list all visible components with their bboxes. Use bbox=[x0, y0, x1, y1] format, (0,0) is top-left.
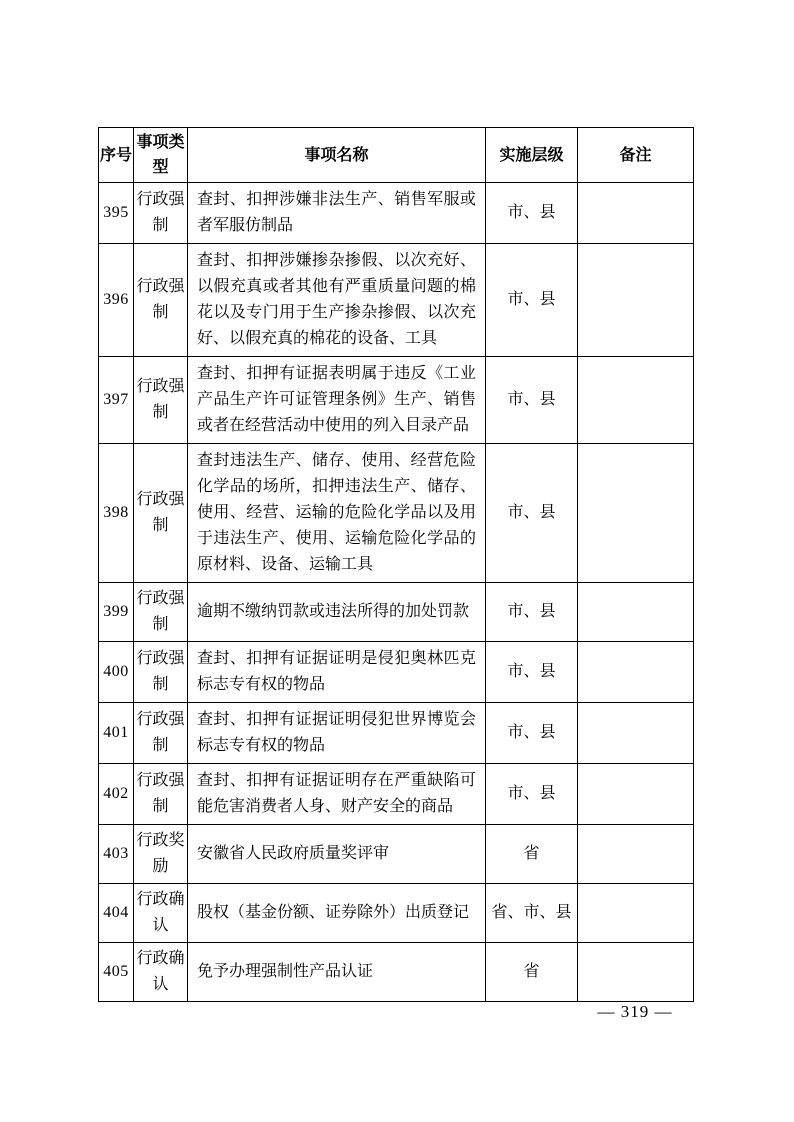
items-table bbox=[98, 127, 694, 1002]
cell-remark bbox=[578, 444, 694, 583]
cell-serial-number: 398 bbox=[99, 444, 134, 583]
cell-item-type: 行政奖励 bbox=[134, 825, 188, 884]
cell-implementation-level: 省 bbox=[486, 943, 578, 1002]
cell-remark bbox=[578, 943, 694, 1002]
cell-remark bbox=[578, 825, 694, 884]
cell-item-type: 行政确认 bbox=[134, 884, 188, 943]
cell-item-name: 查封、扣押有证据表明属于违反《工业产品生产许可证管理条例》生产、销售或者在经营活动中使用的列入目录产品 bbox=[188, 357, 486, 444]
cell-implementation-level: 市、县 bbox=[486, 642, 578, 703]
header-item-type: 事项类型 bbox=[134, 128, 188, 183]
header-item-name: 事项名称 bbox=[188, 128, 486, 183]
table-row bbox=[99, 642, 694, 703]
cell-item-name: 查封、扣押有证据证明侵犯世界博览会标志专有权的物品 bbox=[188, 703, 486, 764]
header-implementation-level: 实施层级 bbox=[486, 128, 578, 183]
cell-item-type: 行政强制 bbox=[134, 764, 188, 825]
cell-item-type: 行政强制 bbox=[134, 583, 188, 642]
cell-item-name: 安徽省人民政府质量奖评审 bbox=[188, 825, 486, 884]
cell-serial-number: 403 bbox=[99, 825, 134, 884]
table-row bbox=[99, 764, 694, 825]
cell-implementation-level: 市、县 bbox=[486, 183, 578, 244]
cell-item-name: 查封、扣押有证据证明是侵犯奥林匹克标志专有权的物品 bbox=[188, 642, 486, 703]
cell-item-type: 行政确认 bbox=[134, 943, 188, 1002]
cell-remark bbox=[578, 357, 694, 444]
cell-serial-number: 405 bbox=[99, 943, 134, 1002]
header-remark: 备注 bbox=[578, 128, 694, 183]
cell-serial-number: 395 bbox=[99, 183, 134, 244]
cell-serial-number: 402 bbox=[99, 764, 134, 825]
cell-remark bbox=[578, 583, 694, 642]
cell-item-name: 免予办理强制性产品认证 bbox=[188, 943, 486, 1002]
cell-item-name: 查封、扣押涉嫌非法生产、销售军服或者军服仿制品 bbox=[188, 183, 486, 244]
cell-remark bbox=[578, 183, 694, 244]
cell-item-type: 行政强制 bbox=[134, 183, 188, 244]
cell-item-type: 行政强制 bbox=[134, 444, 188, 583]
cell-implementation-level: 市、县 bbox=[486, 703, 578, 764]
cell-serial-number: 397 bbox=[99, 357, 134, 444]
cell-item-name: 查封、扣押涉嫌掺杂掺假、以次充好、以假充真或者其他有严重质量问题的棉花以及专门用于生产掺杂掺假、以次充好、以假充真的棉花的设备、工具 bbox=[188, 244, 486, 357]
cell-serial-number: 396 bbox=[99, 244, 134, 357]
cell-serial-number: 400 bbox=[99, 642, 134, 703]
header-serial-number: 序号 bbox=[99, 128, 134, 183]
cell-serial-number: 399 bbox=[99, 583, 134, 642]
cell-implementation-level: 市、县 bbox=[486, 444, 578, 583]
cell-remark bbox=[578, 703, 694, 764]
cell-item-name: 股权（基金份额、证券除外）出质登记 bbox=[188, 884, 486, 943]
cell-implementation-level: 省、市、县 bbox=[486, 884, 578, 943]
cell-implementation-level: 省 bbox=[486, 825, 578, 884]
cell-implementation-level: 市、县 bbox=[486, 357, 578, 444]
table-row bbox=[99, 943, 694, 1002]
cell-item-name: 查封、扣押有证据证明存在严重缺陷可能危害消费者人身、财产安全的商品 bbox=[188, 764, 486, 825]
table-row bbox=[99, 444, 694, 583]
cell-item-type: 行政强制 bbox=[134, 642, 188, 703]
cell-item-type: 行政强制 bbox=[134, 357, 188, 444]
table-row bbox=[99, 884, 694, 943]
cell-serial-number: 401 bbox=[99, 703, 134, 764]
cell-remark bbox=[578, 244, 694, 357]
cell-implementation-level: 市、县 bbox=[486, 244, 578, 357]
table-row bbox=[99, 357, 694, 444]
table-header-row bbox=[99, 128, 694, 183]
table-row bbox=[99, 583, 694, 642]
cell-item-name: 逾期不缴纳罚款或违法所得的加处罚款 bbox=[188, 583, 486, 642]
cell-remark bbox=[578, 642, 694, 703]
table-body bbox=[99, 183, 694, 1002]
cell-implementation-level: 市、县 bbox=[486, 583, 578, 642]
cell-item-type: 行政强制 bbox=[134, 244, 188, 357]
cell-remark bbox=[578, 764, 694, 825]
page-number: — 319 — bbox=[597, 1002, 673, 1021]
table-row bbox=[99, 703, 694, 764]
table-row bbox=[99, 244, 694, 357]
cell-serial-number: 404 bbox=[99, 884, 134, 943]
table-row bbox=[99, 183, 694, 244]
table-row bbox=[99, 825, 694, 884]
cell-remark bbox=[578, 884, 694, 943]
cell-implementation-level: 市、县 bbox=[486, 764, 578, 825]
cell-item-type: 行政强制 bbox=[134, 703, 188, 764]
cell-item-name: 查封违法生产、储存、使用、经营危险化学品的场所，扣押违法生产、储存、使用、经营、运输的危险化学品以及用于违法生产、使用、运输危险化学品的原材料、设备、运输工具 bbox=[188, 444, 486, 583]
